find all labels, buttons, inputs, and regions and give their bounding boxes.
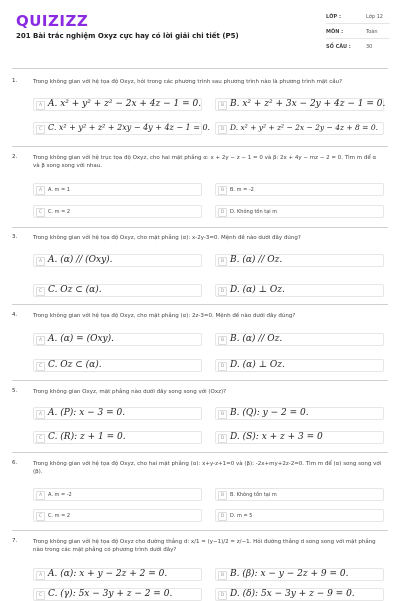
option-badge: B: [218, 101, 227, 110]
option-a[interactable]: [33, 254, 202, 267]
meta-count-label: SỐ CÂU :: [326, 44, 351, 50]
option-text: A. (α) // (Oxy).: [48, 255, 113, 265]
option-badge: C: [36, 125, 45, 134]
question-text: Trong không gian Oxyz, mặt phẳng nào dưới đây song song với (Oxz)?: [33, 389, 227, 395]
option-c[interactable]: [33, 284, 202, 297]
option-text: C. (R): z + 1 = 0.: [48, 432, 126, 442]
option-text: D. (α) ⊥ Oz.: [230, 285, 285, 295]
option-d[interactable]: [215, 284, 384, 297]
option-text: B. m = -2: [230, 187, 254, 193]
option-badge: D: [218, 125, 227, 134]
option-badge: B: [218, 571, 227, 580]
option-badge: B: [218, 410, 227, 419]
option-text: B. Không tồn tại m: [230, 492, 277, 498]
option-c[interactable]: [33, 431, 202, 444]
meta-class-label: LỚP :: [326, 14, 341, 20]
option-badge: C: [36, 591, 45, 600]
option-text: A. (α) = (Oxy).: [48, 334, 115, 344]
divider: [12, 227, 388, 228]
document-title: 201 Bài trắc nghiệm Oxyz cực hay có lời giải chi tiết (P5): [16, 32, 239, 40]
question-text: Trong không gian với hệ tọa độ Oxyz, cho mặt phẳng (α): 2z-3=0. Mệnh đề nào dưới đây đúng?: [33, 313, 296, 319]
option-text: C. m = 2: [48, 513, 71, 519]
question-text: Trong không gian với hệ tọa độ Oxyz, hỏi trong các phương trình sau phương trình nào là phương trình mặt cầu?: [33, 79, 343, 85]
option-badge: B: [218, 491, 227, 500]
question-number: 4.: [12, 312, 18, 318]
option-badge: A: [36, 571, 45, 580]
meta-subject-label: MÔN :: [326, 29, 344, 35]
option-text: D. Không tồn tại m: [230, 209, 278, 215]
question-number: 1.: [12, 78, 18, 84]
option-a[interactable]: [33, 407, 202, 420]
option-text: C. Oz ⊂ (α).: [48, 360, 102, 370]
question-text: Trong không gian với hệ tọa độ Oxyz cho đường thẳng d: x/1 = (y−1)/2 = z/−1. Hỏi đường thẳng d song song với mặt phẳng nào trong các mặt phẳng có phương trình dưới đây?: [33, 539, 376, 553]
divider: [12, 452, 388, 453]
option-badge: A: [36, 491, 45, 500]
option-badge: C: [36, 287, 45, 296]
option-badge: B: [218, 336, 227, 345]
question-text: Trong không gian với hệ trục tọa độ Oxyz, cho hai mặt phẳng α: x + 2y − z − 1 = 0 và β: 2x + 4y − mz − 2 = 0. Tìm m để α và β song song với nhau.: [33, 155, 377, 169]
option-badge: D: [218, 591, 227, 600]
option-text: B. (Q): y − 2 = 0.: [230, 408, 309, 418]
option-b[interactable]: [215, 407, 384, 420]
option-text: A. (α): x + y − 2z + 2 = 0.: [48, 569, 168, 579]
option-text: A. x² + y² + z² − 2x + 4z − 1 = 0.: [48, 99, 202, 109]
option-a[interactable]: [33, 568, 202, 581]
option-c[interactable]: [33, 509, 202, 522]
option-a[interactable]: [33, 333, 202, 346]
option-text: D. (S): x + z + 3 = 0: [230, 432, 323, 442]
option-c[interactable]: [33, 205, 202, 218]
option-badge: B: [218, 257, 227, 266]
meta-subject-value: Toán: [366, 29, 378, 35]
option-text: B. (α) // Oz.: [230, 334, 283, 344]
option-b[interactable]: [215, 183, 384, 196]
option-b[interactable]: [215, 254, 384, 267]
option-text: C. Oz ⊂ (α).: [48, 285, 102, 295]
question-text: Trong không gian với hệ tọa độ Oxyz, cho hai mặt phẳng (α): x+y-z+1=0 và (β): -2x+my+2z-2=0. Tìm m để (α) song song với (β).: [33, 461, 382, 475]
meta-class-value: Lớp 12: [366, 14, 383, 20]
option-d[interactable]: [215, 588, 384, 601]
question-number: 7.: [12, 538, 18, 544]
option-text: C. m = 2: [48, 209, 71, 215]
option-badge: D: [218, 362, 227, 371]
option-b[interactable]: [215, 568, 384, 581]
option-badge: A: [36, 410, 45, 419]
option-badge: A: [36, 257, 45, 266]
option-text: D. m = 5: [230, 513, 253, 519]
divider: [12, 304, 388, 305]
option-text: A. (P): x − 3 = 0.: [48, 408, 126, 418]
option-text: B. x² + z² + 3x − 2y + 4z − 1 = 0.: [230, 99, 386, 109]
option-badge: B: [218, 186, 227, 195]
option-b[interactable]: [215, 333, 384, 346]
option-badge: C: [36, 208, 45, 217]
option-badge: A: [36, 336, 45, 345]
option-text: A. m = 1: [48, 187, 70, 193]
option-d[interactable]: [215, 205, 384, 218]
option-text: D. x² + y² + z² − 2x − 2y − 4z + 8 = 0.: [230, 123, 378, 132]
question-number: 3.: [12, 234, 18, 240]
option-badge: C: [36, 362, 45, 371]
question-number: 6.: [12, 460, 18, 466]
option-badge: D: [218, 512, 227, 521]
option-badge: A: [36, 101, 45, 110]
option-d[interactable]: [215, 509, 384, 522]
document-header: [0, 0, 400, 66]
quizizz-logo: QUIZIZZ: [16, 12, 89, 30]
option-d[interactable]: [215, 359, 384, 372]
option-badge: A: [36, 186, 45, 195]
option-text: A. m = -2: [48, 492, 72, 498]
question-number: 5.: [12, 388, 18, 394]
option-text: C. x² + y² + z² + 2xy − 4y + 4z − 1 = 0.: [48, 123, 211, 132]
option-c[interactable]: [33, 359, 202, 372]
question-text: Trong không gian với hệ tọa độ Oxyz, cho mặt phẳng (α): x-2y-3=0. Mệnh đề nào dưới đây đúng?: [33, 235, 301, 241]
option-badge: D: [218, 434, 227, 443]
option-c[interactable]: [33, 122, 211, 135]
divider: [12, 380, 388, 381]
option-text: B. (β): x − y − 2z + 9 = 0.: [230, 569, 349, 579]
option-badge: D: [218, 287, 227, 296]
option-b[interactable]: [215, 98, 384, 111]
option-badge: D: [218, 208, 227, 217]
option-d[interactable]: [215, 122, 384, 135]
option-c[interactable]: [33, 588, 202, 601]
option-badge: C: [36, 512, 45, 521]
option-text: C. (γ): 5x − 3y + z − 2 = 0.: [48, 589, 173, 599]
divider: [12, 530, 388, 531]
option-d[interactable]: [215, 431, 384, 444]
option-badge: C: [36, 434, 45, 443]
option-text: D. (δ): 5x − 3y + z − 9 = 0.: [230, 589, 355, 599]
divider: [12, 146, 388, 147]
header-divider: [12, 68, 388, 69]
option-b[interactable]: [215, 488, 384, 501]
option-a[interactable]: [33, 488, 202, 501]
meta-count-value: 30: [366, 44, 373, 50]
option-a[interactable]: [33, 98, 202, 111]
question-number: 2.: [12, 154, 18, 160]
option-text: B. (α) // Oz.: [230, 255, 283, 265]
option-text: D. (α) ⊥ Oz.: [230, 360, 285, 370]
option-a[interactable]: [33, 183, 202, 196]
